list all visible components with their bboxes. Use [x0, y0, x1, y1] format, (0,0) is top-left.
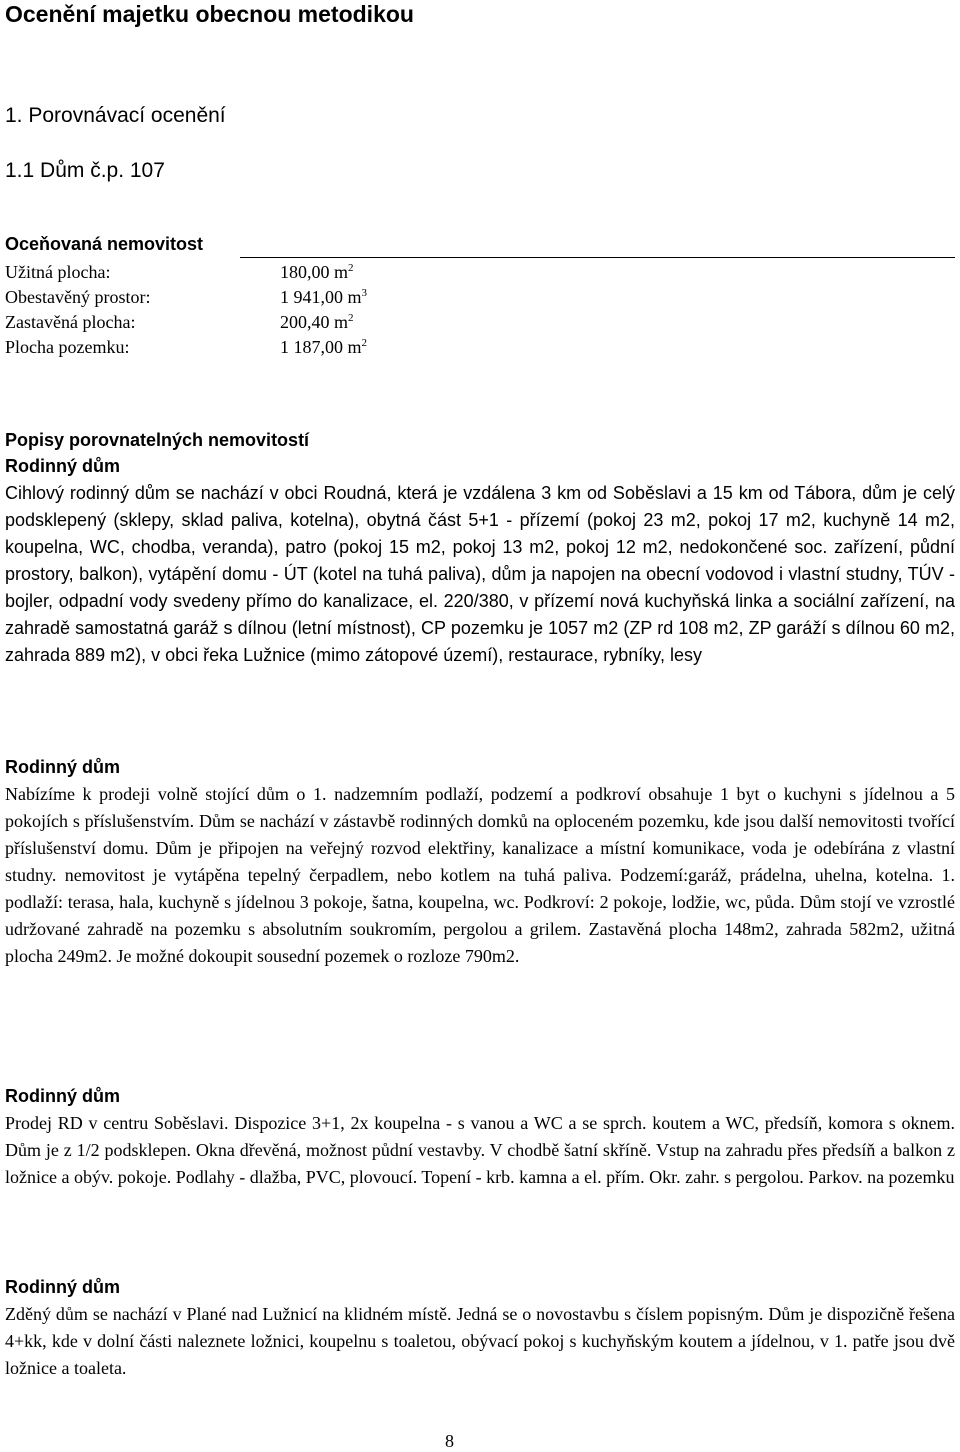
listing-title: Rodinný dům: [5, 1277, 120, 1297]
property-label: Obestavěný prostor:: [5, 287, 151, 307]
subject-properties-list: [5, 260, 955, 360]
comparables-heading: Popisy porovnatelných nemovitostí: [5, 430, 310, 450]
document-heading: Ocenění majetku obecnou metodikou: [5, 1, 414, 27]
comparable-listing: [5, 1083, 955, 1191]
comparable-listing: [5, 1274, 955, 1382]
property-value: 1 941,00 $m^3$: [280, 287, 368, 307]
comparable-listing: [5, 754, 955, 970]
property-row: [5, 335, 955, 360]
property-row: [5, 310, 955, 335]
property-value: 200,40 $m^2$: [280, 312, 354, 332]
listing-title: Rodinný dům: [5, 1086, 120, 1106]
comparable-listing: [5, 453, 955, 669]
page-number: 8: [445, 1431, 454, 1451]
property-label: Užitná plocha:: [5, 262, 111, 282]
property-value: 180,00 $m^2$: [280, 262, 354, 282]
subsection-heading: 1.1 Dům č.p. 107: [5, 159, 165, 182]
subject-property: [5, 233, 955, 360]
listing-description: Cihlový rodinný dům se nachází v obci Roudná, která je vzdálena 3 km od Soběslavi a 15 km od Tábora, dům je celý podsklepený (sklepy, sklad paliva, kotelna), obytná část 5+1 - přízemí (pokoj 23 m2, pokoj 17 m2, kuchyně 14 m2, koupelna, WC, chodba, veranda), patro (pokoj 15 m2, pokoj 13 m2, pokoj 12 m2, nedokončené soc. zařízení, půdní prostory, balkon), vytápění domu - ÚT (kotel na tuhá paliva), dům ja napojen na obecní vodovod i vlastní studny, TÚV - bojler, odpadní vody svedeny přímo do kanalizace, el. 220/380, v přízemí nová kuchyňská linka a sociální zařízení, na zahradě samostatná garáž s dílnou (letní místnost), CP pozemku je 1057 m2 (ZP rd 108 m2, ZP garáží s dílnou 60 m2, zahrada 889 m2), v obci řeka Lužnice (mimo zátopové území), restaurace, rybníky, lesy: [5, 483, 955, 665]
listing-description: Zděný dům se nachází v Plané nad Lužnicí na klidném místě. Jedná se o novostavbu s číslem popisným. Dům je dispozičně řešena 4+kk, kde v dolní části naleznete ložnici, koupelnu s toaletou, obývací pokoj s kuchyňským koutem a jídelnou, v 1. patře jsou dvě ložnice a toaleta.: [5, 1304, 955, 1378]
property-value: 1 187,00 $m^2$: [280, 337, 368, 357]
property-row: [5, 285, 955, 310]
subject-title: Oceňovaná nemovitost: [5, 234, 204, 254]
listing-description: Nabízíme k prodeji volně stojící dům o 1. nadzemním podlaží, podzemí a podkroví obsahuje 1 byt o kuchyni s jídelnou a 5 pokojích s příslušenstvím. Dům se nachází v zástavbě rodinných domků na oploceném pozemku, kde jsou další nemovitosti tvořící příslušenství domu. Dům je připojen na veřejný rozvod elektřiny, kanalizace a místní komunikace, voda je odebírána z vlastní studny. nemovitost je vytápěna tepelný čerpadlem, nebo kotlem na tuhá paliva. Podzemí:garáž, prádelna, uhelna, kotelna. 1. podlaží: terasa, hala, kuchyně s jídelnou 3 pokoje, šatna, koupelna, wc. Podkroví: 2 pokoje, lodžie, wc, půda. Dům stojí ve vzrostlé udržované zahradě na pozemku s absolutním soukromím, pergolou a grilem. Zastavěná plocha 148m2, zahrada 582m2, užitná plocha 249m2. Je možné dokoupit sousední pozemek o rozloze 790m2.: [5, 784, 955, 966]
property-row: [5, 260, 955, 285]
property-label: Plocha pozemku:: [5, 337, 130, 357]
section-heading: 1. Porovnávací ocenění: [5, 104, 226, 127]
subject-divider: [240, 257, 955, 258]
property-label: Zastavěná plocha:: [5, 312, 136, 332]
listing-description: Prodej RD v centru Soběslavi. Dispozice 3+1, 2x koupelna - s vanou a WC a se sprch. koutem a WC, předsíň, komora s oknem. Dům je z 1/2 podsklepen. Okna dřevěná, možnost půdní vestavby. V chodbě šatní skříně. Vstup na zahradu přes předsíň a balkon z ložnice a obýv. pokoje. Podlahy - dlažba, PVC, plovoucí. Topení - krb. kamna a el. přím. Okr. zahr. s pergolou. Parkov. na pozemku: [5, 1113, 955, 1187]
listing-title: Rodinný dům: [5, 456, 120, 476]
listing-title: Rodinný dům: [5, 757, 120, 777]
